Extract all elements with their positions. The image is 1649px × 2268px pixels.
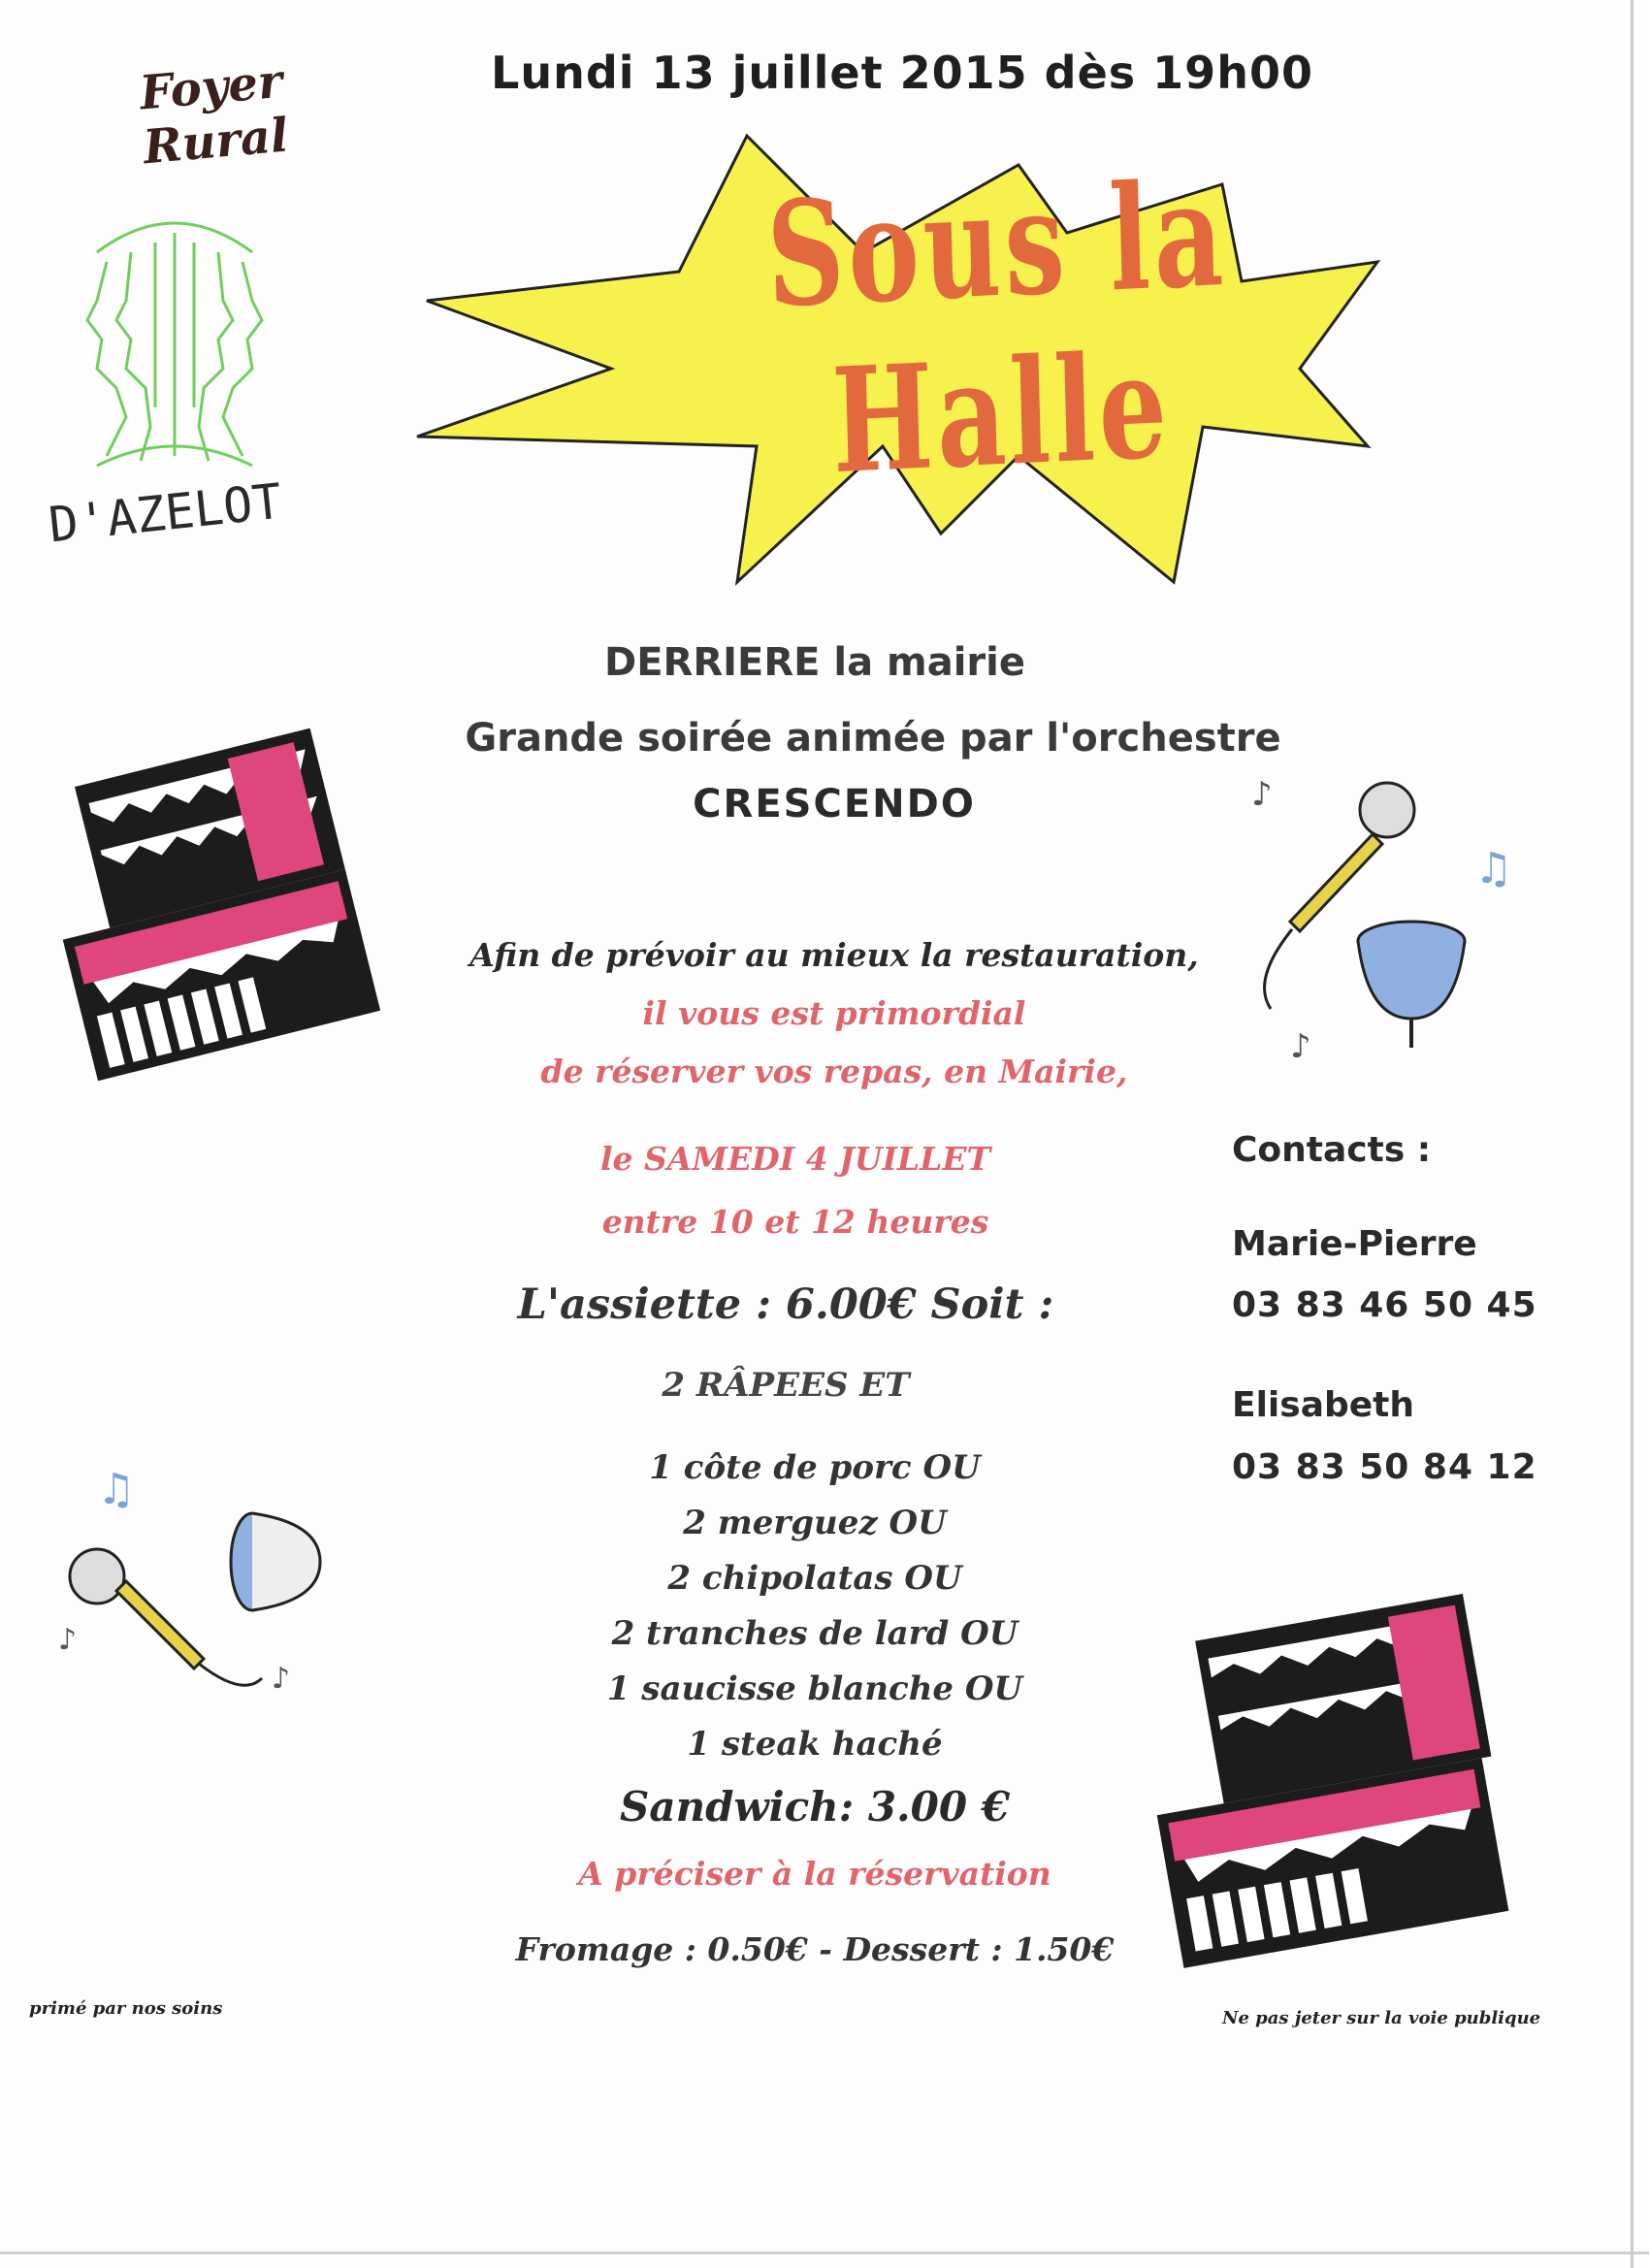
reservation-line-2: il vous est primordial [642, 994, 1026, 1032]
reservation-line-4: le SAMEDI 4 JUILLET [599, 1140, 991, 1178]
page-bottom-line [0, 2252, 1649, 2254]
logo-bottom-text: D'AZELOT [46, 472, 285, 554]
menu-plate-price: L'assiette : 6.00€ Soit : [517, 1280, 1054, 1329]
reservation-line-3: de réserver vos repas, en Mairie, [540, 1053, 1128, 1090]
logo-heads-icon [58, 194, 291, 485]
contact-phone: 03 83 46 50 45 [1232, 1285, 1537, 1325]
music-note-icon: ♫ [97, 1465, 136, 1514]
reservation-line-5: entre 10 et 12 heures [601, 1203, 989, 1241]
contacts-title: Contacts : [1232, 1130, 1432, 1170]
menu-item: 1 côte de porc OU [649, 1448, 981, 1487]
menu-items-list [466, 1441, 1164, 1772]
accordion-icon [1125, 1591, 1533, 1979]
svg-text:♪: ♪ [1290, 1027, 1311, 1066]
music-note-icon: ♫ [1474, 844, 1513, 893]
menu-sandwich-note: A préciser à la réservation [578, 1855, 1051, 1893]
contact-name: Marie-Pierre [1232, 1224, 1477, 1264]
menu-sandwich-price: Sandwich: 3.00 € [620, 1783, 1010, 1831]
menu-item: 1 steak haché [687, 1725, 943, 1764]
svg-text:♪: ♪ [58, 1623, 78, 1657]
footer-right: Ne pas jeter sur la voie publique [1222, 2008, 1541, 2028]
event-date: Lundi 13 juillet 2015 dès 19h00 [491, 47, 1313, 99]
svg-text:♪: ♪ [272, 1662, 291, 1696]
reservation-line-1: Afin de prévoir au mieux la restauration, [469, 936, 1199, 974]
svg-text:♪: ♪ [1251, 775, 1273, 814]
menu-item: 2 tranches de lard OU [611, 1614, 1018, 1653]
menu-item: 2 chipolatas OU [667, 1559, 962, 1598]
microphone-drum-icon [39, 1445, 349, 1766]
menu-item: 1 saucisse blanche OU [606, 1669, 1023, 1708]
page-edge-line [1631, 0, 1633, 2268]
contact-name: Elisabeth [1232, 1385, 1415, 1425]
accordion-icon [39, 718, 388, 1086]
footer-left: primé par nos soins [29, 1998, 223, 2019]
logo-top-text: Foyer Rural [137, 53, 291, 176]
event-headline: Sous la Halle [764, 148, 1229, 506]
menu-item: 2 merguez OU [683, 1504, 947, 1542]
intro-line-2: Grande soirée animée par l'orchestre [465, 716, 1281, 761]
intro-line-3: CRESCENDO [693, 782, 976, 826]
menu-extras: Fromage : 0.50€ - Dessert : 1.50€ [515, 1930, 1115, 1968]
intro-line-1: DERRIERE la mairie [604, 640, 1025, 685]
menu-rapees: 2 RÂPEES ET [662, 1366, 910, 1405]
contact-phone: 03 83 50 84 12 [1232, 1447, 1537, 1487]
microphone-drum-icon [1232, 766, 1542, 1086]
